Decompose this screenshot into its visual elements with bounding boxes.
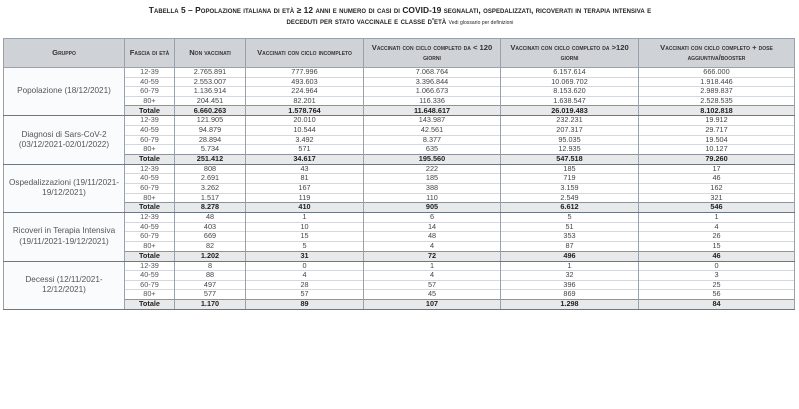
cell-ciclo-incompleto: 15 [246,232,364,242]
cell-booster: 17 [639,164,795,174]
cell-completo-gt120: 26.019.483 [501,106,639,116]
cell-ciclo-incompleto: 1.578.764 [246,106,364,116]
cell-completo-lt120: 6 [364,213,501,223]
cell-completo-gt120: 185 [501,164,639,174]
cell-non-vaccinati: 2.553.007 [175,77,246,87]
cell-age: 40-59 [125,77,175,87]
cell-ciclo-incompleto: 89 [246,299,364,309]
table-row [4,261,795,271]
cell-completo-lt120: 8.377 [364,135,501,145]
cell-non-vaccinati: 403 [175,222,246,232]
cell-booster: 0 [639,261,795,271]
header-ciclo-incompleto: Vaccinati con ciclo incompleto [246,39,364,68]
cell-non-vaccinati: 497 [175,280,246,290]
cell-non-vaccinati: 251.412 [175,154,246,164]
cell-booster: 26 [639,232,795,242]
cell-completo-lt120: 57 [364,280,501,290]
cell-completo-gt120: 207.317 [501,125,639,135]
cell-non-vaccinati: 8 [175,261,246,271]
cell-completo-lt120: 4 [364,271,501,281]
table-body [4,68,795,310]
group-label: Ricoveri in Terapia Intensiva (19/11/2021-19/12/2021) [4,213,125,261]
header-non-vaccinati: Non vaccinati [175,39,246,68]
cell-non-vaccinati: 3.262 [175,183,246,193]
cell-completo-gt120: 32 [501,271,639,281]
cell-booster: 84 [639,299,795,309]
cell-completo-lt120: 3.396.844 [364,77,501,87]
cell-age: 80+ [125,290,175,300]
cell-non-vaccinati: 204.451 [175,96,246,106]
cell-completo-lt120: 185 [364,174,501,184]
cell-completo-lt120: 195.560 [364,154,501,164]
cell-non-vaccinati: 1.202 [175,251,246,261]
cell-ciclo-incompleto: 119 [246,193,364,203]
cell-booster: 29.717 [639,125,795,135]
cell-non-vaccinati: 48 [175,213,246,223]
cell-ciclo-incompleto: 3.492 [246,135,364,145]
cell-completo-gt120: 547.518 [501,154,639,164]
cell-completo-gt120: 3.159 [501,183,639,193]
cell-non-vaccinati: 2.691 [175,174,246,184]
cell-age: 40-59 [125,222,175,232]
header-completo-gt120: Vaccinati con ciclo completo da >120 giorni [501,39,639,68]
cell-completo-lt120: 14 [364,222,501,232]
group-label: Ospedalizzazioni (19/11/2021-19/12/2021) [4,164,125,212]
cell-ciclo-incompleto: 28 [246,280,364,290]
title-line-1: Tabella 5 – Popolazione italiana di età ≥ 12 anni e numero di casi di COVID-19 segnalati, ospedalizzati, ricoverati in terapia intensiva e [148,5,652,15]
cell-booster: 2.989.837 [639,87,795,97]
cell-age: 80+ [125,193,175,203]
cell-completo-gt120: 87 [501,241,639,251]
cell-booster: 19.504 [639,135,795,145]
cell-non-vaccinati: 1.136.914 [175,87,246,97]
title-line-2-text: deceduti per stato vaccinale e classe d'età [286,16,447,26]
cell-non-vaccinati: 577 [175,290,246,300]
cell-completo-lt120: 107 [364,299,501,309]
cell-age: 12-39 [125,164,175,174]
cell-ciclo-incompleto: 4 [246,271,364,281]
cell-completo-gt120: 10.069.702 [501,77,639,87]
cell-ciclo-incompleto: 81 [246,174,364,184]
cell-completo-gt120: 12.935 [501,145,639,155]
cell-ciclo-incompleto: 571 [246,145,364,155]
cell-ciclo-incompleto: 43 [246,164,364,174]
cell-ciclo-incompleto: 20.010 [246,116,364,126]
cell-completo-lt120: 45 [364,290,501,300]
cell-completo-gt120: 719 [501,174,639,184]
cell-non-vaccinati: 82 [175,241,246,251]
cell-completo-lt120: 905 [364,203,501,213]
cell-booster: 2.528.535 [639,96,795,106]
total-label: Totale [125,299,175,309]
cell-completo-gt120: 869 [501,290,639,300]
cell-booster: 1 [639,213,795,223]
cell-completo-lt120: 1 [364,261,501,271]
cell-completo-gt120: 353 [501,232,639,242]
cell-completo-lt120: 7.068.764 [364,68,501,78]
cell-non-vaccinati: 6.660.263 [175,106,246,116]
cell-ciclo-incompleto: 34.617 [246,154,364,164]
total-label: Totale [125,154,175,164]
cell-completo-lt120: 116.336 [364,96,501,106]
cell-ciclo-incompleto: 57 [246,290,364,300]
total-label: Totale [125,106,175,116]
cell-ciclo-incompleto: 10 [246,222,364,232]
cell-booster: 15 [639,241,795,251]
cell-completo-gt120: 8.153.620 [501,87,639,97]
cell-booster: 46 [639,251,795,261]
cell-booster: 56 [639,290,795,300]
cell-ciclo-incompleto: 0 [246,261,364,271]
cell-completo-lt120: 1.066.673 [364,87,501,97]
cell-booster: 25 [639,280,795,290]
cell-completo-gt120: 5 [501,213,639,223]
cell-ciclo-incompleto: 1 [246,213,364,223]
cell-ciclo-incompleto: 167 [246,183,364,193]
cell-completo-gt120: 95.035 [501,135,639,145]
cell-completo-gt120: 396 [501,280,639,290]
cell-booster: 1.918.446 [639,77,795,87]
cell-completo-gt120: 1 [501,261,639,271]
cell-age: 80+ [125,145,175,155]
cell-completo-lt120: 635 [364,145,501,155]
cell-age: 12-39 [125,213,175,223]
cell-completo-gt120: 1.638.547 [501,96,639,106]
cell-completo-lt120: 110 [364,193,501,203]
cell-booster: 3 [639,271,795,281]
cell-booster: 4 [639,222,795,232]
cell-ciclo-incompleto: 5 [246,241,364,251]
cell-age: 80+ [125,241,175,251]
group-label: Decessi (12/11/2021-12/12/2021) [4,261,125,309]
cell-completo-lt120: 72 [364,251,501,261]
title-line-2 [6,16,794,29]
cell-booster: 10.127 [639,145,795,155]
table-row [4,116,795,126]
cell-completo-gt120: 6.612 [501,203,639,213]
cell-non-vaccinati: 808 [175,164,246,174]
cell-age: 12-39 [125,116,175,126]
cell-age: 80+ [125,96,175,106]
cell-ciclo-incompleto: 82.201 [246,96,364,106]
cell-age: 60-79 [125,280,175,290]
cell-non-vaccinati: 2.765.891 [175,68,246,78]
cell-completo-gt120: 51 [501,222,639,232]
cell-age: 12-39 [125,261,175,271]
cell-booster: 546 [639,203,795,213]
cell-booster: 46 [639,174,795,184]
cell-ciclo-incompleto: 493.603 [246,77,364,87]
table-row [4,164,795,174]
group-label: Diagnosi di Sars-CoV-2 (03/12/2021-02/01/2022) [4,116,125,164]
cell-ciclo-incompleto: 777.996 [246,68,364,78]
cell-ciclo-incompleto: 224.964 [246,87,364,97]
header-booster: Vaccinati con ciclo completo + dose aggiuntiva/booster [639,39,795,68]
cell-non-vaccinati: 121.905 [175,116,246,126]
cell-completo-lt120: 48 [364,232,501,242]
title-note: Vedi glossario per definizioni [448,20,514,26]
cell-non-vaccinati: 5.734 [175,145,246,155]
cell-completo-lt120: 222 [364,164,501,174]
cell-completo-gt120: 496 [501,251,639,261]
cell-completo-lt120: 42.561 [364,125,501,135]
cell-non-vaccinati: 88 [175,271,246,281]
cell-non-vaccinati: 8.278 [175,203,246,213]
cell-age: 60-79 [125,135,175,145]
total-label: Totale [125,251,175,261]
cell-non-vaccinati: 94.879 [175,125,246,135]
cell-ciclo-incompleto: 31 [246,251,364,261]
cell-completo-gt120: 2.549 [501,193,639,203]
cell-booster: 321 [639,193,795,203]
cell-booster: 19.912 [639,116,795,126]
cell-non-vaccinati: 669 [175,232,246,242]
cell-age: 60-79 [125,232,175,242]
cell-age: 60-79 [125,183,175,193]
table-row [4,68,795,78]
cell-non-vaccinati: 1.170 [175,299,246,309]
header-fascia-eta: Fascia di età [125,39,175,68]
cell-ciclo-incompleto: 10.544 [246,125,364,135]
header-row [4,39,795,68]
vaccination-status-table [3,38,795,310]
cell-completo-lt120: 11.648.617 [364,106,501,116]
table-row [4,213,795,223]
cell-completo-lt120: 4 [364,241,501,251]
cell-completo-lt120: 143.987 [364,116,501,126]
header-completo-lt120: Vaccinati con ciclo completo da < 120 giorni [364,39,501,68]
cell-age: 40-59 [125,125,175,135]
cell-completo-gt120: 6.157.614 [501,68,639,78]
cell-ciclo-incompleto: 410 [246,203,364,213]
cell-age: 40-59 [125,271,175,281]
group-label: Popolazione (18/12/2021) [4,68,125,116]
cell-completo-lt120: 388 [364,183,501,193]
cell-age: 40-59 [125,174,175,184]
cell-completo-gt120: 232.231 [501,116,639,126]
cell-non-vaccinati: 28.894 [175,135,246,145]
cell-age: 12-39 [125,68,175,78]
cell-age: 60-79 [125,87,175,97]
header-gruppo: Gruppo [4,39,125,68]
cell-completo-gt120: 1.298 [501,299,639,309]
cell-booster: 162 [639,183,795,193]
cell-non-vaccinati: 1.517 [175,193,246,203]
total-label: Totale [125,203,175,213]
table-title [6,5,794,29]
cell-booster: 79.260 [639,154,795,164]
cell-booster: 8.102.818 [639,106,795,116]
cell-booster: 666.000 [639,68,795,78]
